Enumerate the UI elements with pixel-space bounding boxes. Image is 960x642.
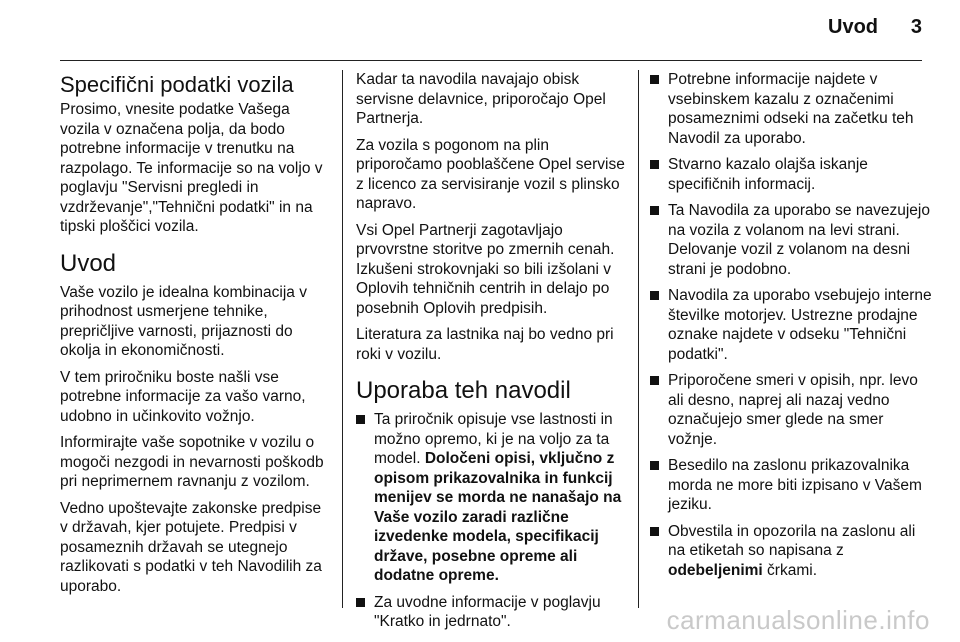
list-item-text: Navodila za uporabo vsebujejo interne številke motorjev. Ustrezne prodajne oznake najdete v odseku "Tehnični podatki". — [668, 287, 932, 363]
list-item — [650, 155, 935, 194]
list-item — [650, 456, 935, 515]
list-item-text: Besedilo na zaslonu prikazovalnika morda ne more biti izpisano v Vašem jeziku. — [668, 457, 922, 513]
square-bullet-icon — [650, 160, 659, 169]
list-item — [650, 286, 935, 364]
list-item-text: Ta Navodila za uporabo se navezujejo na vozila z volanom na levi strani. Delovanje vozil z volanom na desni strani je podobno. — [668, 202, 930, 278]
list-item-text: Za uvodne informacije v poglavju "Kratko in jedrnato". — [374, 593, 601, 630]
list-item — [356, 410, 628, 586]
list-item-bold-text: Določeni opisi, vključno z opisom prikazovalnika in funkcij menijev se morda ne nanašajo na Vaše vozilo zaradi različne izvedenke modela, specifikacij države, posebne opreme ali dodatne opreme. — [374, 450, 622, 584]
list-item-text: Ta priročnik opisuje vse lastnosti in možno opremo, ki je na voljo za ta model. — [374, 411, 613, 467]
paragraph-gas-vehicles: Za vozila s pogonom na plin priporočamo pooblaščene Opel servise z licenco za servisiranje vozil s plinsko napravo. — [356, 136, 625, 212]
list-item — [650, 522, 935, 581]
paragraph-intro-3: Informirajte vaše sopotnike v vozilu o mogoči nezgodi in nevarnosti poškodb pri neprimernem ravnanju z vozilom. — [60, 434, 324, 490]
list-item — [356, 593, 628, 632]
page-header — [0, 0, 960, 60]
heading-usage: Uporaba teh navodil — [356, 377, 571, 404]
paragraph-intro-2: V tem priročniku boste našli vse potrebne informacije za vašo varno, udobno in učinkovito vožnjo. — [60, 368, 306, 425]
usage-list — [356, 410, 628, 632]
list-item-text-end: črkami. — [762, 561, 817, 579]
square-bullet-icon — [650, 291, 659, 300]
paragraph-intro-4: Vedno upoštevajte zakonske predpise v državah, kjer potujete. Predpisi v posameznih državah se utegnejo razlikovati s podatki v teh Navodilih za uporabo. — [60, 499, 322, 595]
heading-vehicle-data: Specifični podatki vozila — [60, 72, 294, 97]
list-item — [650, 371, 935, 449]
watermark: carmanualsonline.info — [666, 605, 930, 635]
square-bullet-icon — [356, 598, 365, 607]
paragraph-opel-partners: Vsi Opel Partnerji zagotavljajo prvovrstne storitve po zmernih cenah. Izkušeni strokovnjaki so bili izšolani v Oplovih tehničnih centrih in delajo po posebnih Oplovih predpisih. — [356, 221, 615, 317]
column-divider-2 — [638, 70, 639, 608]
square-bullet-icon — [650, 461, 659, 470]
paragraph-literature: Literatura za lastnika naj bo vedno pri roki v vozilu. — [356, 326, 614, 363]
paragraph-intro-1: Vaše vozilo je idealna kombinacija v prihodnost usmerjene tehnike, prepričljive varnosti, prijaznosti do okolja in ekonomičnosti. — [60, 283, 307, 359]
square-bullet-icon — [650, 527, 659, 536]
page-number: 3 — [910, 16, 922, 38]
column-divider-1 — [342, 70, 343, 608]
header-rule — [60, 60, 922, 61]
heading-intro: Uvod — [60, 249, 117, 277]
square-bullet-icon — [356, 415, 365, 424]
list-item — [650, 201, 935, 279]
header-title: Uvod — [828, 16, 878, 38]
column-3 — [650, 70, 935, 587]
paragraph-workshop: Kadar ta navodila navajajo obisk servisne delavnice, priporočajo Opel Partnerja. — [356, 71, 606, 127]
square-bullet-icon — [650, 376, 659, 385]
usage-list-continued — [650, 70, 935, 580]
square-bullet-icon — [650, 75, 659, 84]
square-bullet-icon — [650, 206, 659, 215]
list-item-text: Obvestila in opozorila na zaslonu ali na etiketah so napisana z — [668, 522, 916, 559]
column-1 — [60, 70, 330, 603]
list-item-text: Stvarno kazalo olajša iskanje specifičnih informacij. — [668, 156, 868, 193]
column-2 — [356, 70, 628, 639]
list-item — [650, 70, 935, 148]
list-item-bold-text: odebeljenimi — [668, 561, 763, 579]
list-item-text: Priporočene smeri v opisih, npr. levo ali desno, naprej ali nazaj vedno označujejo smer glede na smer vožnje. — [668, 372, 918, 448]
list-item-text: Potrebne informacije najdete v vsebinskem kazalu z označenimi posameznimi odseki na začetku teh Navodil za uporabo. — [668, 71, 914, 147]
paragraph-vehicle-data: Prosimo, vnesite podatke Vašega vozila v označena polja, da bodo potrebne informacije v trenutku na razpolago. Te informacije so na voljo v poglavju "Servisni pregledi in vzdrževanje","Tehnični podatki" in na tipski ploščici vozila. — [60, 101, 323, 235]
